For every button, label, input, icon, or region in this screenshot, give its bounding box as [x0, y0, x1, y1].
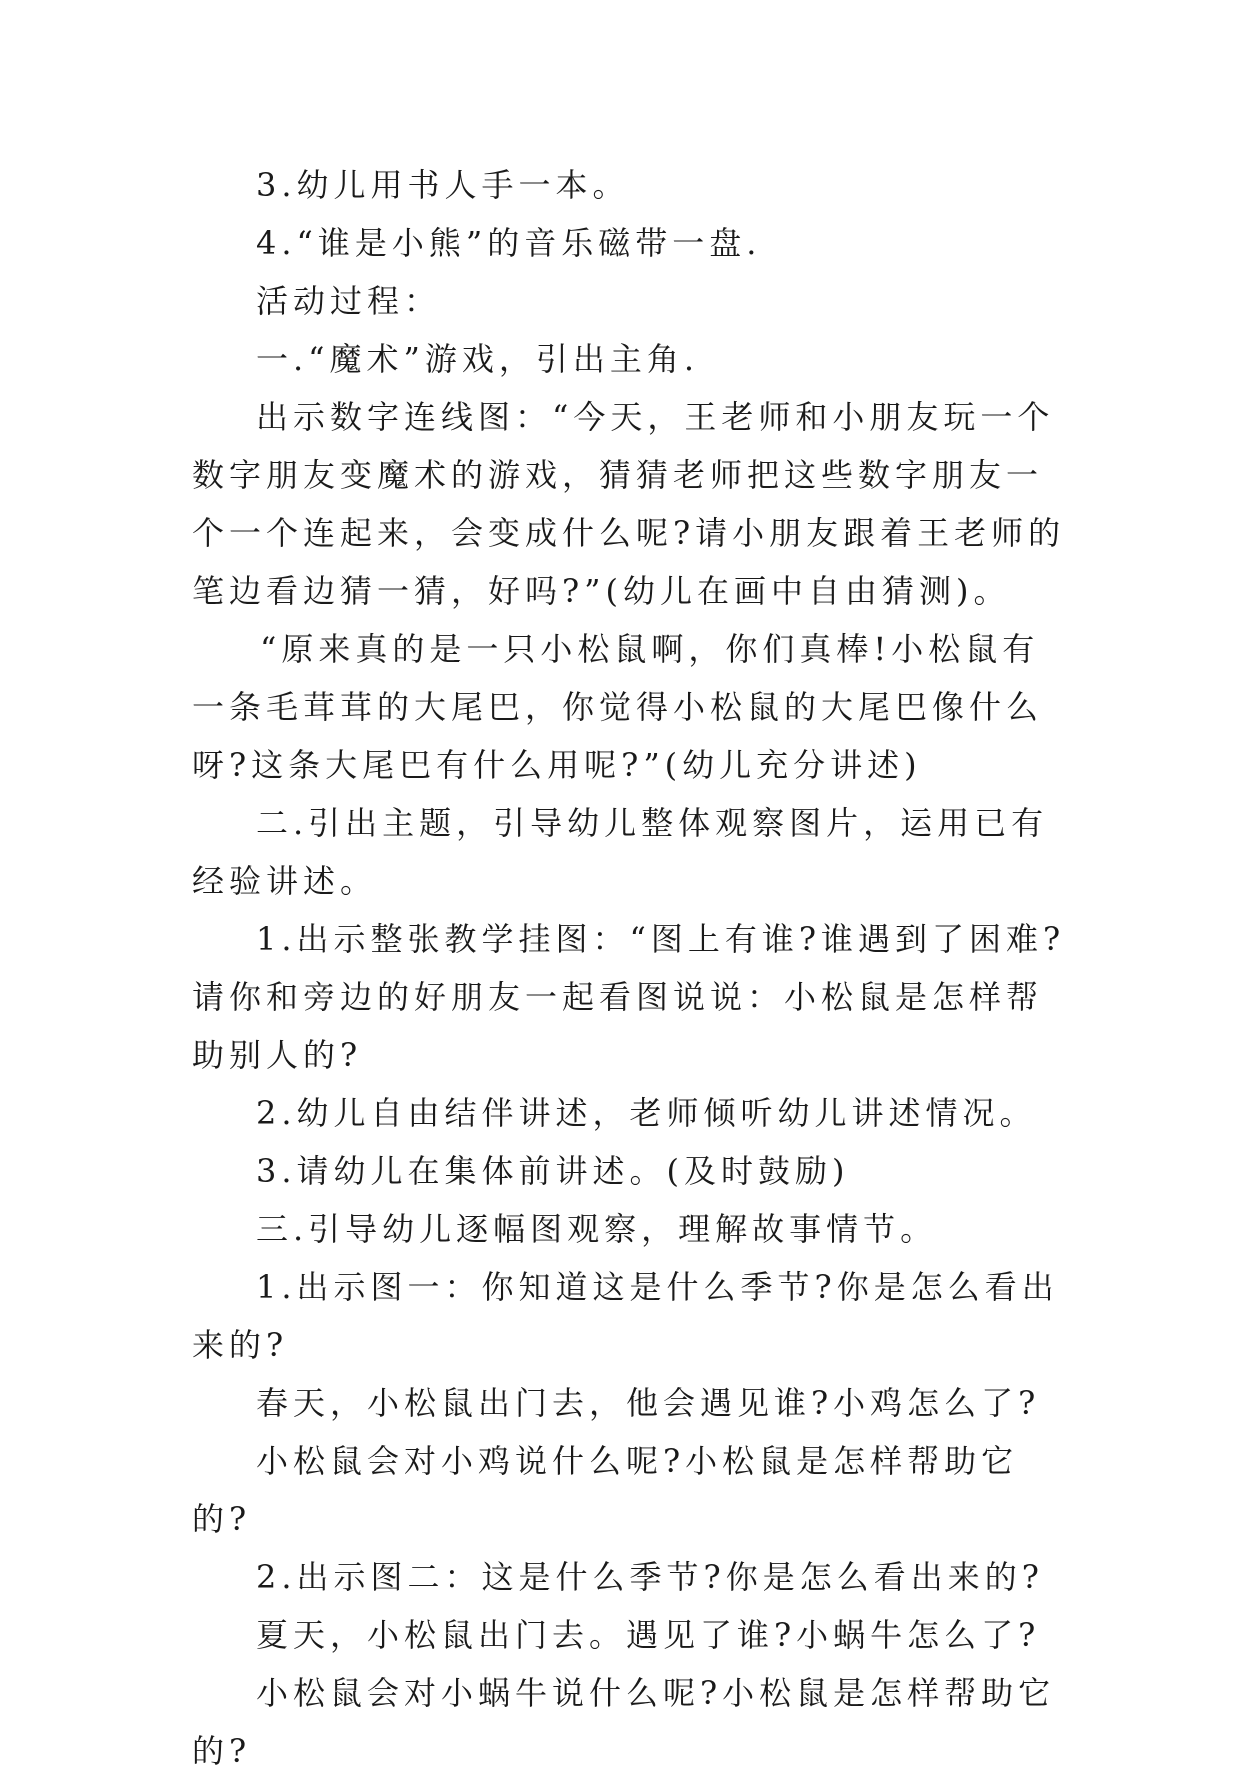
paragraph-step-3-1: 1.出示图一：你知道这是什么季节?你是怎么看出来的? — [192, 1268, 1059, 1364]
document-body — [192, 156, 1072, 1780]
paragraph-summer: 夏天，小松鼠出门去。遇见了谁?小蜗牛怎么了? — [256, 1616, 1041, 1654]
paragraph-step-3-2: 2.出示图二：这是什么季节?你是怎么看出来的? — [256, 1558, 1044, 1596]
paragraph-activity-heading: 活动过程： — [256, 282, 442, 320]
paragraph-materials-3: 3.幼儿用书人手一本。 — [256, 166, 630, 204]
paragraph-spring-question: 小松鼠会对小鸡说什么呢?小松鼠是怎样帮助它的? — [192, 1442, 1019, 1538]
paragraph-step-2-2: 2.幼儿自由结伴讲述，老师倾听幼儿讲述情况。 — [256, 1094, 1037, 1132]
paragraph-spring: 春天，小松鼠出门去，他会遇见谁?小鸡怎么了? — [256, 1384, 1041, 1422]
paragraph-step-2-1: 1.出示整张教学挂图：“图上有谁?谁遇到了困难?请你和旁边的好朋友一起看图说说：小松鼠是怎样帮助别人的? — [192, 920, 1066, 1074]
paragraph-number-drawing: 出示数字连线图：“今天，王老师和小朋友玩一个数字朋友变魔术的游戏，猜猜老师把这些数字朋友一个一个连起来，会变成什么呢?请小朋友跟着王老师的笔边看边猜一猜，好吗?”(幼儿在画中自由猜测)。 — [192, 398, 1066, 610]
paragraph-step-2-3: 3.请幼儿在集体前讲述。(及时鼓励) — [256, 1152, 850, 1190]
paragraph-section-2-heading: 二.引出主题，引导幼儿整体观察图片，运用已有经验讲述。 — [192, 804, 1049, 900]
paragraph-squirrel-tail: “原来真的是一只小松鼠啊，你们真棒!小松鼠有一条毛茸茸的大尾巴，你觉得小松鼠的大尾巴像什么呀?这条大尾巴有什么用呢?”(幼儿充分讲述) — [192, 630, 1044, 784]
paragraph-section-3-heading: 三.引导幼儿逐幅图观察，理解故事情节。 — [256, 1210, 938, 1248]
paragraph-materials-4: 4.“谁是小熊”的音乐磁带一盘. — [256, 224, 762, 262]
paragraph-summer-question: 小松鼠会对小蜗牛说什么呢?小松鼠是怎样帮助它的? — [192, 1674, 1056, 1770]
paragraph-section-1-heading: 一.“魔术”游戏，引出主角. — [256, 340, 700, 378]
